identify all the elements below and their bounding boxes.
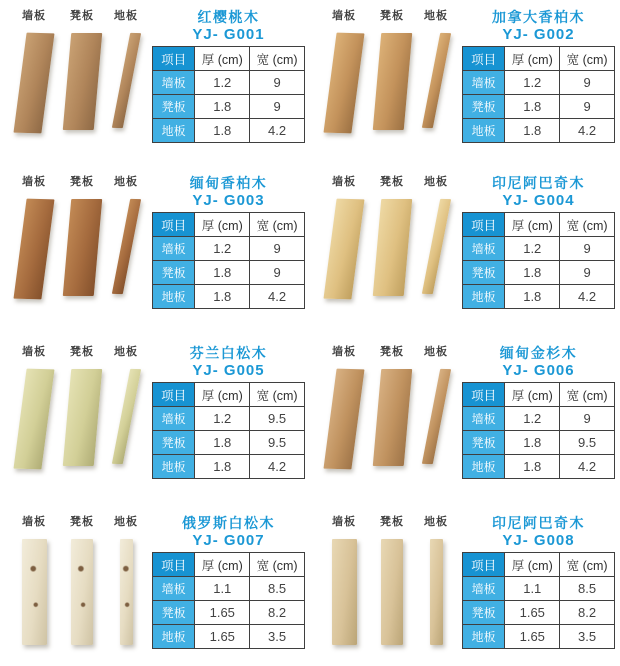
bench-board-column: [58, 515, 106, 666]
board-label-wall: 墙板: [332, 10, 356, 22]
product-info: [152, 345, 305, 506]
bench-width-value: 9: [250, 261, 305, 285]
board-samples: [10, 9, 152, 166]
board-samples: [10, 515, 152, 666]
bench-board-image: [372, 199, 411, 296]
board-label-floor: 地板: [424, 516, 448, 528]
floor-board-column: [416, 9, 456, 166]
product-info: [462, 9, 615, 166]
floor-board-image: [120, 539, 133, 645]
row-label-floor: 地板: [463, 285, 505, 309]
wall-board-image: [13, 33, 54, 134]
floor-width-value: 4.2: [560, 455, 615, 479]
spec-table-header-row: [463, 553, 615, 577]
table-header-width: 宽 (cm): [250, 553, 305, 577]
board-label-floor: 地板: [424, 176, 448, 188]
product-name: 印尼阿巴奇木: [492, 515, 585, 531]
row-label-wall: 墙板: [463, 237, 505, 261]
wall-board-column: [10, 175, 58, 336]
table-row-floor: [463, 119, 615, 143]
row-label-floor: 地板: [153, 625, 195, 649]
row-label-bench: 凳板: [463, 261, 505, 285]
floor-width-value: 4.2: [560, 119, 615, 143]
bench-board-column: [368, 9, 416, 166]
floor-thickness-value: 1.8: [505, 119, 560, 143]
bench-board-image: [381, 539, 403, 645]
wall-board-column: [10, 9, 58, 166]
floor-width-value: 4.2: [250, 455, 305, 479]
wall-width-value: 8.5: [560, 577, 615, 601]
floor-board-image: [430, 539, 443, 645]
bench-thickness-value: 1.8: [195, 95, 250, 119]
wall-board-column: [320, 515, 368, 666]
row-label-bench: 凳板: [153, 431, 195, 455]
wall-thickness-value: 1.1: [195, 577, 250, 601]
floor-width-value: 4.2: [560, 285, 615, 309]
table-row-wall: [463, 577, 615, 601]
table-row-floor: [463, 455, 615, 479]
wall-board-image: [323, 33, 364, 134]
spec-table-header-row: [153, 383, 305, 407]
board-label-wall: 墙板: [22, 346, 46, 358]
board-label-wall: 墙板: [332, 346, 356, 358]
row-label-bench: 凳板: [153, 95, 195, 119]
bench-board-image: [372, 33, 411, 130]
board-label-floor: 地板: [114, 516, 138, 528]
spec-table-header-row: [153, 213, 305, 237]
floor-width-value: 3.5: [560, 625, 615, 649]
board-samples: [10, 175, 152, 336]
product-name: 加拿大香柏木: [492, 9, 585, 25]
floor-board-column: [416, 175, 456, 336]
wall-board-image: [323, 369, 364, 470]
table-header-item: 项目: [463, 213, 505, 237]
row-label-floor: 地板: [153, 119, 195, 143]
table-header-thickness: 厚 (cm): [505, 553, 560, 577]
product-card: [310, 166, 620, 336]
wall-thickness-value: 1.2: [195, 407, 250, 431]
floor-board-column: [106, 515, 146, 666]
row-label-floor: 地板: [153, 285, 195, 309]
board-label-wall: 墙板: [22, 10, 46, 22]
bench-width-value: 9: [560, 95, 615, 119]
bench-width-value: 9.5: [250, 431, 305, 455]
spec-table: [152, 46, 305, 143]
bench-thickness-value: 1.8: [505, 431, 560, 455]
wall-board-column: [10, 515, 58, 666]
table-header-width: 宽 (cm): [560, 383, 615, 407]
table-header-thickness: 厚 (cm): [505, 213, 560, 237]
wall-board-image: [323, 199, 364, 300]
bench-thickness-value: 1.8: [505, 95, 560, 119]
table-row-bench: [463, 431, 615, 455]
wall-board-column: [320, 9, 368, 166]
wall-width-value: 8.5: [250, 577, 305, 601]
board-label-bench: 凳板: [70, 176, 94, 188]
product-card: [310, 506, 620, 666]
table-header-thickness: 厚 (cm): [195, 213, 250, 237]
table-header-thickness: 厚 (cm): [195, 383, 250, 407]
bench-thickness-value: 1.65: [195, 601, 250, 625]
table-row-wall: [463, 237, 615, 261]
row-label-wall: 墙板: [153, 71, 195, 95]
bench-board-column: [58, 345, 106, 506]
product-info: [152, 515, 305, 666]
bench-board-image: [62, 33, 101, 130]
row-label-bench: 凳板: [463, 95, 505, 119]
table-row-floor: [153, 455, 305, 479]
table-row-floor: [463, 625, 615, 649]
table-header-thickness: 厚 (cm): [505, 383, 560, 407]
board-label-wall: 墙板: [22, 176, 46, 188]
floor-board-image: [421, 199, 450, 294]
bench-board-image: [372, 369, 411, 466]
wall-thickness-value: 1.2: [195, 71, 250, 95]
table-row-bench: [463, 601, 615, 625]
table-row-floor: [153, 119, 305, 143]
board-samples: [320, 515, 462, 666]
table-header-width: 宽 (cm): [560, 47, 615, 71]
wall-width-value: 9: [250, 71, 305, 95]
table-row-wall: [153, 237, 305, 261]
table-header-item: 项目: [153, 553, 195, 577]
product-card: [0, 506, 310, 666]
product-name: 俄罗斯白松木: [182, 515, 275, 531]
spec-table: [462, 46, 615, 143]
bench-thickness-value: 1.65: [505, 601, 560, 625]
board-label-bench: 凳板: [70, 346, 94, 358]
floor-board-column: [106, 9, 146, 166]
row-label-bench: 凳板: [153, 261, 195, 285]
spec-table: [462, 382, 615, 479]
table-header-width: 宽 (cm): [560, 553, 615, 577]
bench-board-column: [368, 515, 416, 666]
table-row-floor: [463, 285, 615, 309]
board-label-floor: 地板: [114, 346, 138, 358]
row-label-bench: 凳板: [153, 601, 195, 625]
product-info: [462, 345, 615, 506]
product-code: YJ- G001: [192, 26, 265, 43]
board-label-bench: 凳板: [70, 516, 94, 528]
floor-thickness-value: 1.8: [195, 119, 250, 143]
board-label-wall: 墙板: [332, 176, 356, 188]
table-row-floor: [153, 625, 305, 649]
floor-board-image: [111, 199, 140, 294]
product-card: [310, 0, 620, 166]
board-label-bench: 凳板: [380, 176, 404, 188]
wall-width-value: 9: [250, 237, 305, 261]
floor-board-image: [111, 369, 140, 464]
table-row-bench: [153, 95, 305, 119]
bench-board-column: [368, 175, 416, 336]
floor-width-value: 4.2: [250, 285, 305, 309]
product-info: [462, 515, 615, 666]
table-header-item: 项目: [463, 553, 505, 577]
table-row-bench: [153, 601, 305, 625]
board-label-wall: 墙板: [332, 516, 356, 528]
bench-board-column: [368, 345, 416, 506]
floor-board-column: [416, 515, 456, 666]
bench-width-value: 9: [560, 261, 615, 285]
product-card: [310, 336, 620, 506]
board-label-floor: 地板: [114, 176, 138, 188]
floor-board-image: [421, 33, 450, 128]
bench-width-value: 8.2: [560, 601, 615, 625]
wall-board-column: [10, 345, 58, 506]
bench-board-column: [58, 175, 106, 336]
bench-thickness-value: 1.8: [195, 261, 250, 285]
bench-board-image: [62, 199, 101, 296]
bench-board-image: [62, 369, 101, 466]
product-card: [0, 0, 310, 166]
table-header-item: 项目: [153, 213, 195, 237]
product-code: YJ- G006: [502, 362, 575, 379]
product-card: [0, 336, 310, 506]
floor-thickness-value: 1.65: [505, 625, 560, 649]
board-label-bench: 凳板: [380, 10, 404, 22]
board-samples: [320, 9, 462, 166]
wall-thickness-value: 1.2: [505, 71, 560, 95]
table-row-wall: [153, 71, 305, 95]
row-label-floor: 地板: [153, 455, 195, 479]
floor-thickness-value: 1.8: [505, 285, 560, 309]
row-label-wall: 墙板: [463, 407, 505, 431]
row-label-floor: 地板: [463, 455, 505, 479]
table-row-bench: [153, 261, 305, 285]
table-header-item: 项目: [153, 47, 195, 71]
wall-width-value: 9.5: [250, 407, 305, 431]
board-label-floor: 地板: [114, 10, 138, 22]
floor-thickness-value: 1.8: [195, 285, 250, 309]
row-label-bench: 凳板: [463, 431, 505, 455]
bench-thickness-value: 1.8: [505, 261, 560, 285]
table-row-bench: [153, 431, 305, 455]
floor-thickness-value: 1.8: [505, 455, 560, 479]
bench-width-value: 9.5: [560, 431, 615, 455]
bench-width-value: 8.2: [250, 601, 305, 625]
table-header-item: 项目: [153, 383, 195, 407]
row-label-wall: 墙板: [153, 407, 195, 431]
spec-table: [152, 212, 305, 309]
floor-board-column: [416, 345, 456, 506]
table-header-item: 项目: [463, 47, 505, 71]
wall-thickness-value: 1.2: [195, 237, 250, 261]
product-code: YJ- G002: [502, 26, 575, 43]
product-name: 红樱桃木: [197, 9, 260, 25]
floor-thickness-value: 1.8: [195, 455, 250, 479]
wall-thickness-value: 1.2: [505, 237, 560, 261]
table-header-width: 宽 (cm): [250, 47, 305, 71]
wall-board-column: [320, 345, 368, 506]
product-name: 缅甸金杉木: [499, 345, 578, 361]
table-header-thickness: 厚 (cm): [195, 553, 250, 577]
floor-width-value: 3.5: [250, 625, 305, 649]
product-card: [0, 166, 310, 336]
wall-board-column: [320, 175, 368, 336]
floor-board-column: [106, 345, 146, 506]
product-info: [462, 175, 615, 336]
board-samples: [320, 345, 462, 506]
spec-table: [152, 552, 305, 649]
wall-thickness-value: 1.1: [505, 577, 560, 601]
product-code: YJ- G005: [192, 362, 265, 379]
table-row-wall: [463, 71, 615, 95]
product-code: YJ- G008: [502, 532, 575, 549]
wall-width-value: 9: [560, 71, 615, 95]
wall-width-value: 9: [560, 237, 615, 261]
table-header-thickness: 厚 (cm): [195, 47, 250, 71]
table-row-bench: [463, 95, 615, 119]
bench-thickness-value: 1.8: [195, 431, 250, 455]
bench-board-column: [58, 9, 106, 166]
board-label-floor: 地板: [424, 346, 448, 358]
table-row-wall: [153, 407, 305, 431]
product-code: YJ- G004: [502, 192, 575, 209]
board-samples: [10, 345, 152, 506]
product-name: 印尼阿巴奇木: [492, 175, 585, 191]
table-header-width: 宽 (cm): [250, 213, 305, 237]
spec-table: [152, 382, 305, 479]
wall-board-image: [332, 539, 357, 645]
board-label-bench: 凳板: [380, 346, 404, 358]
product-name: 芬兰白松木: [189, 345, 268, 361]
floor-width-value: 4.2: [250, 119, 305, 143]
row-label-bench: 凳板: [463, 601, 505, 625]
wall-board-image: [22, 539, 47, 645]
table-header-width: 宽 (cm): [250, 383, 305, 407]
spec-table-header-row: [153, 553, 305, 577]
row-label-wall: 墙板: [463, 71, 505, 95]
row-label-wall: 墙板: [463, 577, 505, 601]
board-label-floor: 地板: [424, 10, 448, 22]
board-label-wall: 墙板: [22, 516, 46, 528]
product-code: YJ- G007: [192, 532, 265, 549]
table-header-width: 宽 (cm): [560, 213, 615, 237]
floor-board-image: [111, 33, 140, 128]
table-row-floor: [153, 285, 305, 309]
product-info: [152, 9, 305, 166]
row-label-floor: 地板: [463, 625, 505, 649]
wall-board-image: [13, 199, 54, 300]
floor-board-column: [106, 175, 146, 336]
board-label-bench: 凳板: [380, 516, 404, 528]
table-row-bench: [463, 261, 615, 285]
floor-board-image: [421, 369, 450, 464]
product-name: 缅甸香柏木: [189, 175, 268, 191]
spec-table-header-row: [463, 383, 615, 407]
table-header-item: 项目: [463, 383, 505, 407]
wall-board-image: [13, 369, 54, 470]
row-label-wall: 墙板: [153, 577, 195, 601]
product-info: [152, 175, 305, 336]
row-label-wall: 墙板: [153, 237, 195, 261]
wall-width-value: 9: [560, 407, 615, 431]
spec-table: [462, 552, 615, 649]
board-samples: [320, 175, 462, 336]
row-label-floor: 地板: [463, 119, 505, 143]
spec-table-header-row: [463, 47, 615, 71]
table-row-wall: [153, 577, 305, 601]
product-code: YJ- G003: [192, 192, 265, 209]
board-label-bench: 凳板: [70, 10, 94, 22]
floor-thickness-value: 1.65: [195, 625, 250, 649]
bench-board-image: [71, 539, 93, 645]
spec-table-header-row: [153, 47, 305, 71]
bench-width-value: 9: [250, 95, 305, 119]
spec-table-header-row: [463, 213, 615, 237]
spec-table: [462, 212, 615, 309]
table-row-wall: [463, 407, 615, 431]
table-header-thickness: 厚 (cm): [505, 47, 560, 71]
wall-thickness-value: 1.2: [505, 407, 560, 431]
